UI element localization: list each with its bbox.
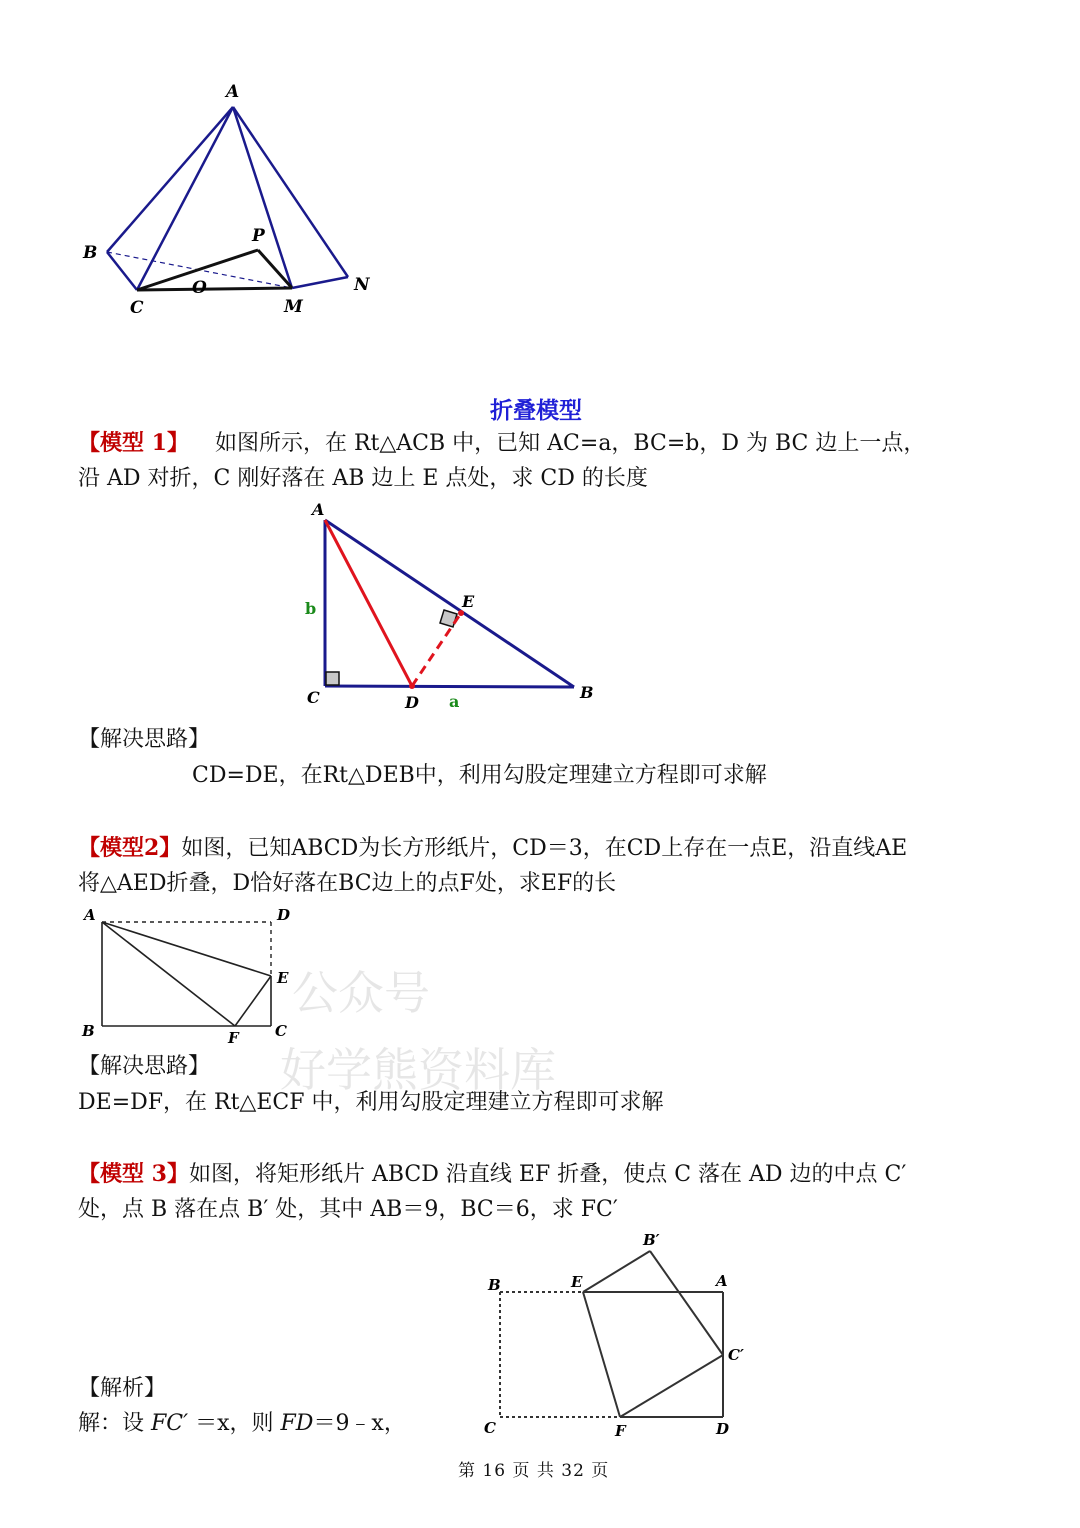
label-D: D	[405, 693, 419, 712]
segment-b-prime-c-prime	[650, 1251, 723, 1355]
page-footer: 第 16 页 共 32 页	[458, 1461, 610, 1481]
figure-model1-triangle	[290, 495, 620, 720]
label-C: C	[484, 1419, 496, 1437]
edge-am	[233, 107, 292, 288]
model1-solution-heading: 【解决思路】	[78, 727, 211, 752]
label-b: b	[305, 599, 317, 618]
label-E: E	[277, 969, 289, 987]
side-ab	[325, 520, 574, 687]
section-title: 折叠模型	[490, 397, 582, 424]
model1-line1	[78, 425, 925, 462]
label-A: A	[312, 500, 325, 519]
model3-analysis-heading: 【解析】	[78, 1376, 167, 1401]
edge-bc	[107, 252, 137, 290]
label-N: N	[354, 275, 370, 295]
model3-line1	[78, 1156, 906, 1193]
right-angle-c	[326, 672, 339, 685]
figure-pyramid	[70, 75, 390, 325]
analysis-prefix: 解：设	[78, 1411, 145, 1436]
analysis-var-fd: FD	[280, 1411, 314, 1436]
label-B: B	[83, 243, 98, 263]
label-C: C	[307, 688, 320, 707]
model3-analysis-text	[78, 1406, 406, 1442]
segment-eb-prime	[583, 1251, 650, 1292]
analysis-rest: ＝9﹣x，	[313, 1411, 406, 1436]
label-A: A	[226, 82, 240, 102]
watermark-line2: 好学熊资料库	[280, 1043, 556, 1097]
label-C-prime: C′	[728, 1346, 744, 1364]
label-C: C	[130, 298, 144, 318]
label-D: D	[277, 906, 291, 924]
label-A: A	[84, 906, 96, 924]
figure-model2-rectangle	[70, 900, 310, 1050]
label-a: a	[449, 692, 460, 711]
point-d	[409, 683, 415, 689]
label-B: B	[580, 683, 594, 702]
model3-text1: 如图，将矩形纸片 ABCD 沿直线 EF 折叠，使点 C 落在 AD 边的中点 C′	[188, 1162, 907, 1187]
model2-text1: 如图，已知ABCD为长方形纸片，CD＝3，在CD上存在一点E，沿直线AE	[181, 836, 908, 861]
analysis-var-fc-prime: FC′	[151, 1411, 189, 1436]
model1-solution-text: CD=DE，在Rt△DEB中，利用勾股定理建立方程即可求解	[192, 763, 767, 788]
model1-tag: 【模型 1】	[78, 430, 189, 456]
model2-solution-heading: 【解决思路】	[78, 1054, 211, 1079]
edge-mn	[292, 277, 348, 288]
label-C: C	[275, 1022, 287, 1040]
edge-cm	[137, 288, 292, 290]
fold-line-ae	[102, 922, 271, 976]
label-F: F	[228, 1029, 239, 1047]
watermark-line1: 公众号	[292, 966, 430, 1020]
label-A: A	[716, 1272, 728, 1290]
label-B-prime: B′	[643, 1231, 660, 1249]
label-F: F	[615, 1422, 626, 1440]
segment-c-prime-f	[620, 1355, 723, 1417]
label-B: B	[82, 1022, 95, 1040]
model2-line1	[78, 830, 907, 867]
model2-line2: 将△AED折叠，D恰好落在BC边上的点F处，求EF的长	[78, 871, 617, 896]
segment-fe	[235, 976, 271, 1026]
label-M: M	[284, 297, 303, 317]
model1-text1: 如图所示，在 Rt△ACB 中，已知 AC=a，BC=b，D 为 BC 边上一点，	[214, 431, 926, 456]
model3-tag: 【模型 3】	[78, 1161, 189, 1187]
segment-de-dashed	[412, 613, 461, 686]
label-E: E	[462, 592, 475, 611]
label-O: O	[192, 278, 207, 298]
model1-line2: 沿 AD 对折，C 刚好落在 AB 边上 E 点处，求 CD 的长度	[78, 466, 648, 491]
model2-solution-text: DE=DF，在 Rt△ECF 中，利用勾股定理建立方程即可求解	[78, 1090, 664, 1115]
label-E: E	[571, 1273, 583, 1291]
segment-af	[102, 922, 235, 1026]
label-P: P	[252, 226, 265, 246]
fold-line-ef	[583, 1292, 620, 1417]
figure-model3-fold	[470, 1225, 760, 1450]
model3-line2: 处，点 B 落在点 B′ 处，其中 AB＝9，BC＝6，求 FC′	[78, 1197, 618, 1222]
right-angle-e	[440, 610, 457, 627]
label-D: D	[716, 1420, 730, 1438]
analysis-mid: ＝x，则	[195, 1411, 274, 1436]
side-cb	[325, 686, 574, 687]
label-B: B	[488, 1276, 501, 1294]
fold-line-ad	[325, 520, 412, 686]
model2-tag: 【模型2】	[78, 835, 182, 861]
edge-ab	[107, 107, 233, 252]
